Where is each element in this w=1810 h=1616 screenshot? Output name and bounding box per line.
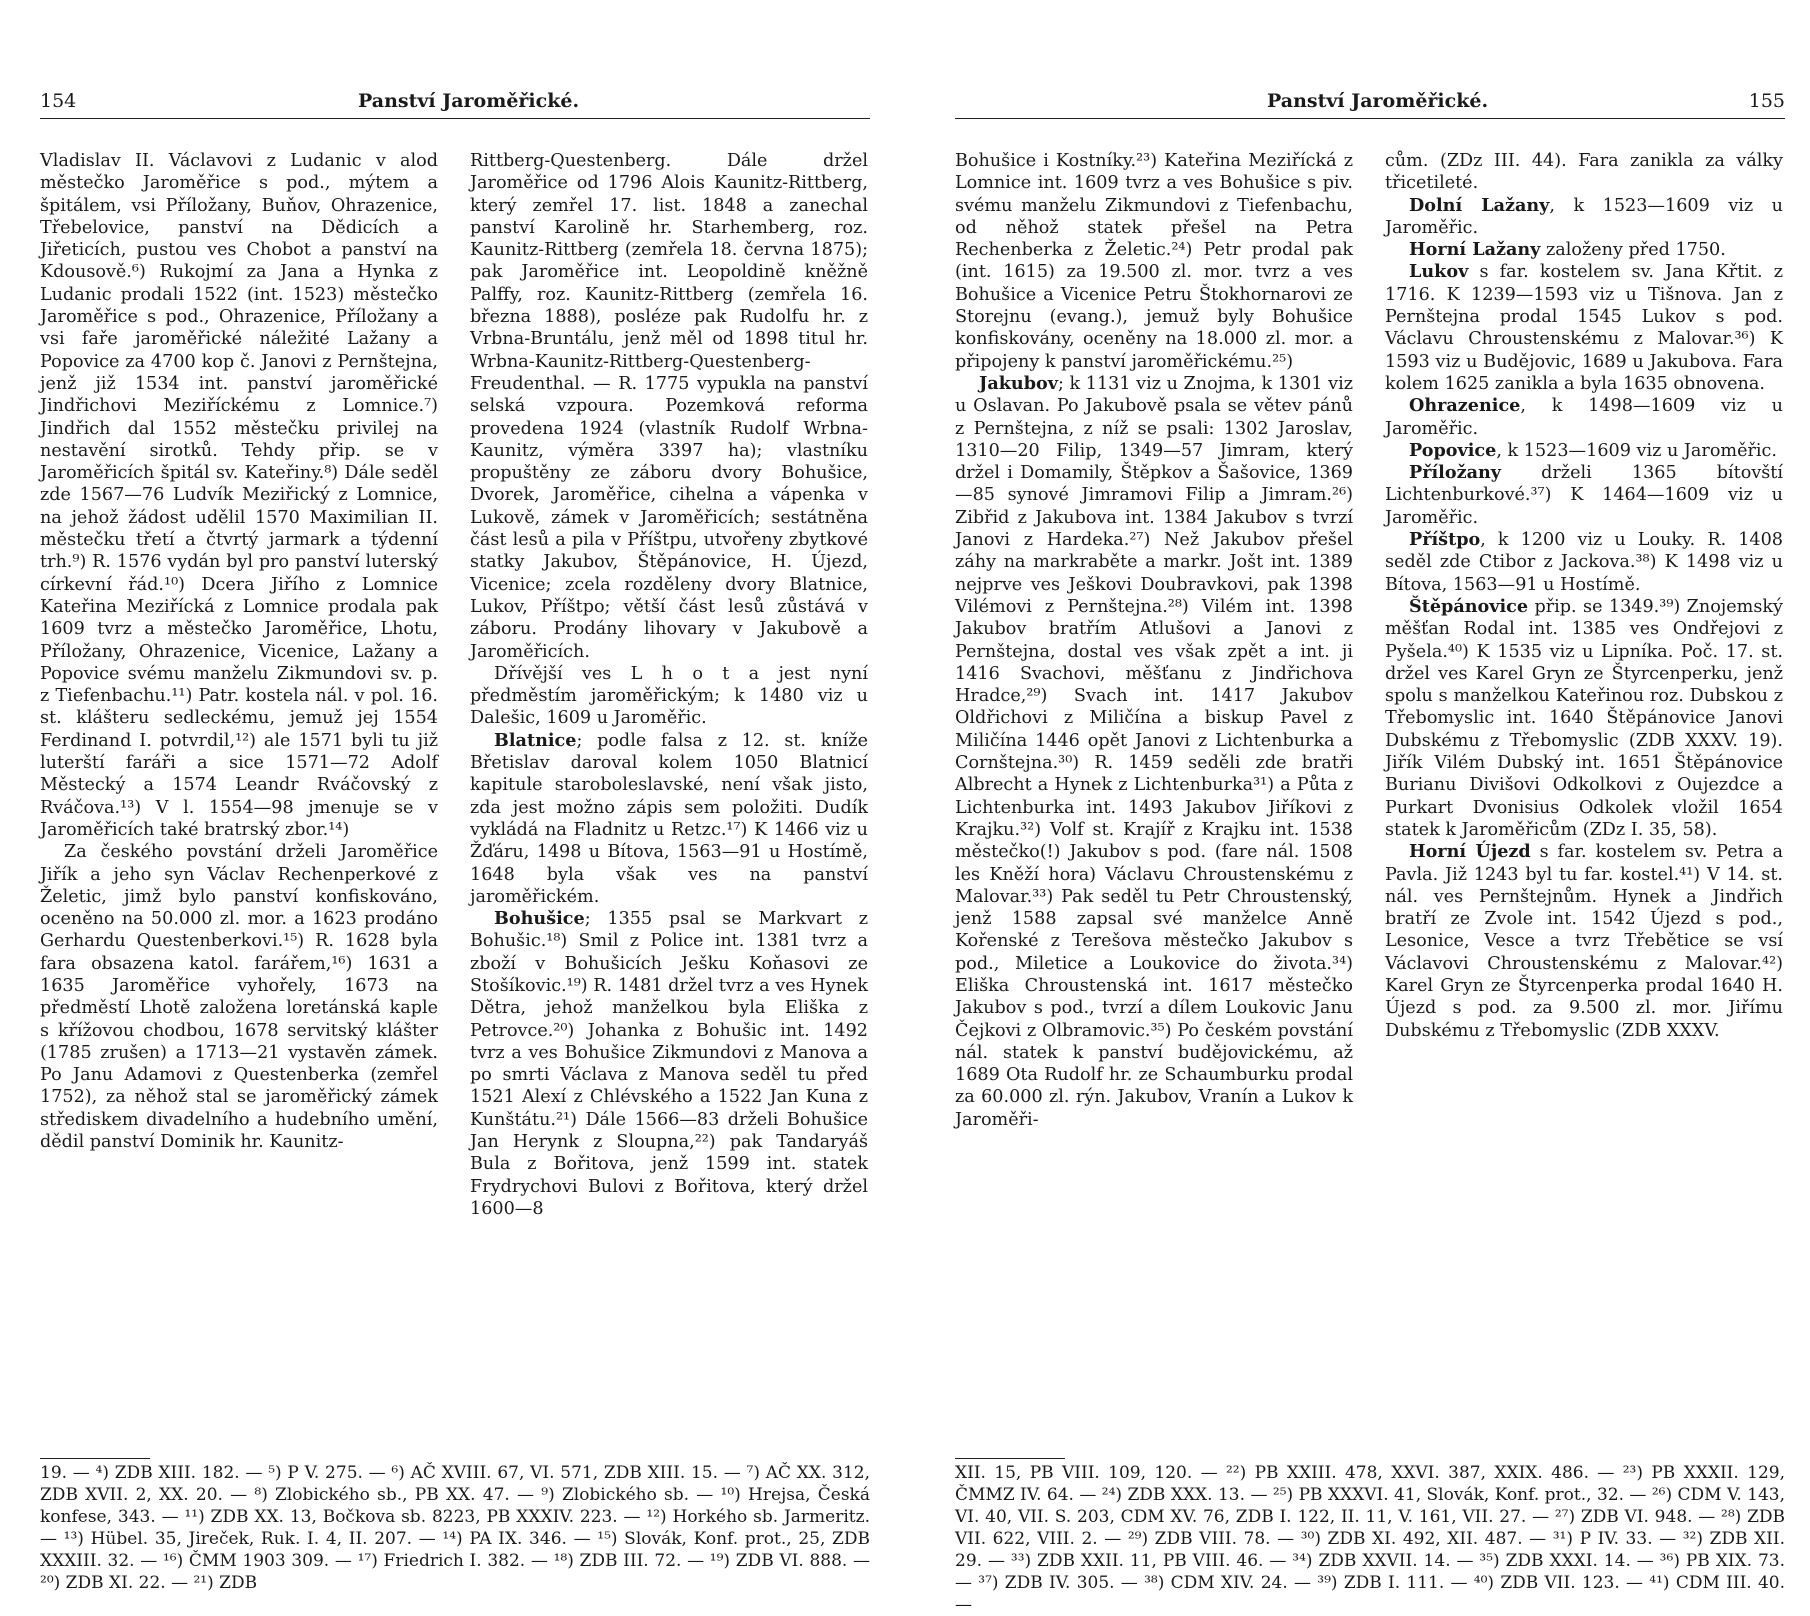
- paragraph: Štěpánovice přip. se 1349.³⁹) Znojemský měšťan Rodal int. 1385 ves Ondřejovi z Pyšela.⁴⁰) K 1535 viz u Lipníka. Poč. 17. st. držel ves Karel Gryn ze Štyrcenperku, jenž spolu s manželkou Kateřinou roz. Dubskou z Třebomyslic int. 1640 Štěpánovice Janovi Dubskému z Třebomyslic (ZDB XXXV. 19). Jiřík Vilém Dubský int. 1651 Štěpánovice Burianu Divišovi Odkolkovi z Oujezdce a Purkart Dvonisius Odkolek vložil 1654 statek k Jaroměřicům (ZDz I. 35, 58).: [1385, 595, 1783, 840]
- paragraph: Příložany drželi 1365 bítovští Lichtenburkové.³⁷) K 1464—1609 viz u Jaroměřic.: [1385, 462, 1783, 528]
- page-number: 154: [40, 90, 77, 112]
- paragraph: Dřívější ves L h o t a jest nyní předměstím jaroměřickým; k 1480 viz u Dalešic, 1609 u Jaroměřic.: [470, 663, 868, 729]
- paragraph: Horní Újezd s far. kostelem sv. Petra a Pavla. Již 1243 byl tu far. kostel.⁴¹) V 14. st. nál. ves Pernštejnům. Hynek a Jindřich bratří ze Zvole int. 1542 Újezd s pod., Lesonice, Vesce a tvrz Třebětice se vsí Václavovi Chroustenskému z Malovar.⁴²) Karel Gryn ze Štyrcenperka prodal 1640 H. Újezd s pod. za 9.500 zl. mor. Jiřímu Dubskému z Třebomyslic (ZDB XXXV.: [1385, 841, 1783, 1041]
- paragraph: Rittberg-Questenberg. Dále držel Jaroměřice od 1796 Alois Kaunitz-Rittberg, který zemřel 17. list. 1848 a zanechal panství Karolině hr. Starhemberg, roz. Kaunitz-Rittberg (zemřela 18. června 1875); pak Jaroměřice int. Leopoldině kněžně Palffy, roz. Kaunitz-Rittberg (zemřela 16. března 1888), posléze pak Rudolfu hr. z Vrbna-Bruntálu, jenž měl od 1898 titul hr. Wrbna-Kaunitz-Rittberg-Questenberg-Freudenthal. — R. 1775 vypukla na panství selská vzpoura. Pozemková reforma provedena 1924 (vlastník Rudolf Wrbna-Kaunitz, výměra 3397 ha); vlastníku propuštěny ze záboru dvory Bohušice, Dvorek, Jaroměřice, cihelna a vápenka v Lukově, zámek v Jaroměřicích; sestátněna část lesů a pila v Příštpu, utvořeny zbytkové statky Jakubov, Štěpánovice, H. Újezd, Vicenice; zcela rozděleny dvory Blatnice, Lukov, Příštpo; větší část lesů zůstává v záboru. Prodány lihovary v Jakubově a Jaroměřicích.: [470, 151, 868, 662]
- paragraph: Ohrazenice, k 1498—1609 viz u Jaroměřic.: [1385, 395, 1783, 439]
- paragraph: Vladislav II. Václavovi z Ludanic v alod městečko Jaroměřice s pod., mýtem a špitálem, vsi Příložany, Buňov, Ohrazenice, Třebelovice, panství na Dědicích a Jiřeticích, pustou ves Chobot a panství na Kdousově.⁶) Rukojmí za Jana a Hynka z Ludanic prodali 1522 (int. 1523) městečko Jaroměřice s pod., Ohrazenice, Příložany a vsi faře jaroměřické náležité Lažany a Popovice za 4700 kop č. Janovi z Pernštejna, jenž již 1534 int. panství jaroměřické Jindřichovi Meziříckému z Lomnice.⁷) Jindřich dal 1552 městečku privilej na nestavění sirotků. Tehdy přip. se v Jaroměřicích špitál sv. Kateřiny.⁸) Dále seděl zde 1567—76 Ludvík Meziřický z Lomnice, na jehož žádost udělil 1570 Maximilian II. městečku třetí a čtvrtý jarmark a týdenní trh.⁹) R. 1576 vydán byl pro panství luterský církevní řád.¹⁰) Dcera Jiřího z Lomnice Kateřina Meziřícká z Lomnice prodala pak 1609 tvrz a městečko Jaroměřice, Lhotu, Příložany, Ohrazenice, Vicenice, Lažany a Popovice svému manželu Zikmundovi sv. p. z Tiefenbachu.¹¹) Patr. kostela nál. v pol. 16. st. klášteru sedleckému, jemuž jej 1554 Ferdinand I. potvrdil,¹²) ale 1571 byli tu již luterští faráři a sice 1571—72 Adolf Městecký a 1574 Leandr Rváčovský z Rváčova.¹³) V l. 1554—98 jmenuje se v Jaroměřicích také bratrský zbor.¹⁴): [40, 151, 438, 840]
- paragraph: Za českého povstání drželi Jaroměřice Jiřík a jeho syn Václav Rechenperkové z Želetic, jimž bylo panství konfiskováno, oceněno na 50.000 zl. mor. a 1623 prodáno Gerhardu Questenberkovi.¹⁵) R. 1628 byla fara obsazena katol. farářem,¹⁶) 1631 a 1635 Jaroměřice vyhořely, 1673 na předměstí Lhotě založena loretánská kaple s křížovou chodbou, 1678 servitský klášter (1785 zrušen) a 1713—21 vystavěn zámek. Po Janu Adamovi z Questenberka (zemřel 1752), za něhož stal se jaroměřický zámek střediskem divadelního a hudebního umění, dědil panství Dominik hr. Kaunitz-: [40, 842, 438, 1153]
- left-page-header: [40, 88, 870, 119]
- paragraph: Dolní Lažany, k 1523—1609 viz u Jaroměřic.: [1385, 194, 1783, 238]
- paragraph: Příštpo, k 1200 viz u Louky. R. 1408 seděl zde Ctibor z Jackova.³⁸) K 1498 viz u Bítova, 1563—91 u Hostímě.: [1385, 529, 1783, 595]
- running-head: Panství Jaroměřické.: [1267, 90, 1489, 112]
- paragraph: Bohušice; 1355 psal se Markvart z Bohušic.¹⁸) Smil z Police int. 1381 tvrz a zboží v Bohušicích Ješku Koňasovi ze Stošíkovic.¹⁹) R. 1481 držel tvrz a ves Hynek Dětra, jehož manželkou byla Eliška z Petrovce.²⁰) Johanka z Bohušic int. 1492 tvrz a ves Bohušice Zikmundovi z Manova a po smrti Václava z Manova seděl tu před 1521 Alexí z Chlévského a 1522 Jan Kuna z Kunštátu.²¹) Dále 1566—83 drželi Bohušice Jan Herynk z Sloupna,²²) pak Tandaryáš Bula z Bořitova, jenž 1599 int. statek Frydrychovi Bulovi z Bořitova, který držel 1600—8: [470, 908, 868, 1219]
- right-page-column-1: [955, 150, 1353, 1131]
- left-page: [40, 0, 870, 1593]
- paragraph: Bohušice i Kostníky.²³) Kateřina Meziřícká z Lomnice int. 1609 tvrz a ves Bohušice s piv. svému manželu Zikmundovi z Tiefenbachu, od něhož statek přešel na Petra Rechenberka z Želetic.²⁴) Petr prodal pak (int. 1615) za 19.500 zl. mor. tvrz a ves Bohušice a Vicenice Petru Štokhornarovi ze Storejnu (evang.), jemuž byly Bohušice konfiskovány, oceněny na 18.000 zl. mor. a připojeny k panství jaroměřickému.²⁵): [955, 151, 1353, 372]
- left-page-column-1: [40, 150, 438, 1153]
- paragraph: cům. (ZDz III. 44). Fara zanikla za války třicetileté.: [1385, 151, 1783, 194]
- right-page-header: [955, 88, 1785, 119]
- footnote-rule: [40, 1458, 150, 1459]
- right-page: [955, 0, 1785, 1615]
- left-page-column-2: [470, 150, 868, 1220]
- footnote-rule: [955, 1458, 1065, 1459]
- paragraph: Popovice, k 1523—1609 viz u Jaroměřic.: [1409, 439, 1777, 461]
- paragraph: Jakubov; k 1131 viz u Znojma, k 1301 viz u Oslavan. Po Jakubově psala se větev pánů z Pernštejna, z níž se psali: 1302 Jaroslav, 1310—20 Filip, 1349—57 Jimram, který držel i Domamily, Štěpkov a Šašovice, 1369—85 synové Jimramovi Filip a Jimram.²⁶) Zibřid z Jakubova int. 1384 Jakubov s tvrzí Janovi z Hardeka.²⁷) Než Jakubov přešel záhy na markraběte a markr. Jošt int. 1389 nejprve ves Ješkovi Doubravkovi, pak 1398 Vilémovi z Pernštejna.²⁸) Vilém int. 1398 Jakubov bratřím Atlušovi a Janovi z Pernštejna, dostal ves však zpět a int. ji 1416 Svachovi, měšťanu z Jindřichova Hradce,²⁹) Svach int. 1417 Jakubov Oldřichovi z Miličína a biskup Pavel z Miličína 1446 opět Janovi z Lichtenburka a Cornštejna.³⁰) R. 1459 seděli zde bratři Albrecht a Hynek z Lichtenburka³¹) a Půta z Lichtenburka int. 1493 Jakubov Jiříkovi z Krajku.³²) Volf st. Krajíř z Krajku int. 1538 městečko(!) Jakubov s pod. (fare nál. 1508 les Kněží hora) Václavu Chroustenskému z Malovar.³³) Pak seděl tu Petr Chroustenský, jenž 1588 zapsal své manželce Anně Kořenské z Terešova městečko Jakubov s pod., Miletice a Loukovice do života.³⁴) Eliška Chroustenská int. 1617 městečko Jakubov s pod., tvrzí a dílem Loukovic Janu Čejkovi z Olbramovic.³⁵) Po českém povstání nál. statek k panství budějovickému, až 1689 Ota Rudolf hr. ze Schaumburku prodal za 60.000 zl. rýn. Jakubov, Vranín a Lukov k Jaroměři-: [955, 372, 1353, 1130]
- footnotes: XII. 15, PB VIII. 109, 120. — ²²) PB XXIII. 478, XXVI. 387, XXIX. 486. — ²³) PB XXXII. 129, ČMMZ IV. 64. — ²⁴) ZDB XXX. 13. — ²⁵) PB XXXVI. 41, Slovák, Konf. prot., 32. — ²⁶) CDM V. 143, VI. 40, VII. S. 203, CDM XV. 76, ZDB I. 122, II. 11, V. 161, VII. 27. — ²⁷) ZDB VI. 948. — ²⁸) ZDB VII. 622, VIII. 2. — ²⁹) ZDB VIII. 78. — ³⁰) ZDB XI. 492, XII. 487. — ³¹) P IV. 33. — ³²) ZDB XII. 29. — ³³) ZDB XXII. 11, PB VIII. 46. — ³⁴) ZDB XXVII. 14. — ³⁵) ZDB XXXI. 14. — ³⁶) PB XIX. 73. — ³⁷) ZDB IV. 305. — ³⁸) CDM XIV. 24. — ³⁹) ZDB I. 111. — ⁴⁰) ZDB VII. 123. — ⁴¹) CDM III. 40. —: [955, 1463, 1785, 1615]
- footnotes: 19. — ⁴) ZDB XIII. 182. — ⁵) P V. 275. — ⁶) AČ XVIII. 67, VI. 571, ZDB XIII. 15. — ⁷) AČ XX. 312, ZDB XVII. 2, XX. 20. — ⁸) Zlobického sb., PB XX. 47. — ⁹) Zlobického sb. — ¹⁰) Hrejsa, Česká konfese, 343. — ¹¹) ZDB XX. 13, Bočkova sb. 8223, PB XXXIV. 223. — ¹²) Horkého sb. Jarmeritz. — ¹³) Hübel. 35, Jireček, Ruk. I. 4, II. 207. — ¹⁴) PA IX. 346. — ¹⁵) Slovák, Konf. prot., 25, ZDB XXXIII. 32. — ¹⁶) ČMM 1903 309. — ¹⁷) Friedrich I. 382. — ¹⁸) ZDB III. 72. — ¹⁹) ZDB VI. 888. — ²⁰) ZDB XI. 22. — ²¹) ZDB: [40, 1463, 870, 1593]
- paragraph: Blatnice; podle falsa z 12. st. kníže Břetislav daroval kolem 1050 Blatnicí kapitule staroboleslavské, není však jisto, zda jest možno zápis sem položiti. Dudík vykládá na Fladnitz u Retzc.¹⁷) K 1466 viz u Žďáru, 1498 u Bítova, 1563—91 u Hostímě, 1648 byla však ves na panství jaroměřickém.: [470, 729, 868, 907]
- running-head: Panství Jaroměřické.: [358, 90, 580, 112]
- right-page-column-2: [1385, 150, 1783, 1042]
- page-number: 155: [1748, 90, 1785, 112]
- paragraph: Lukov s far. kostelem sv. Jana Křtit. z 1716. K 1239—1593 viz u Tišnova. Jan z Pernštejna prodal 1545 Lukov s pod. Václavu Chroustenskému z Malovar.³⁶) K 1593 viz u Budějovic, 1689 u Jakubova. Fara kolem 1625 zanikla a byla 1635 obnovena.: [1385, 261, 1783, 394]
- paragraph: Horní Lažany založeny před 1750.: [1409, 239, 1726, 261]
